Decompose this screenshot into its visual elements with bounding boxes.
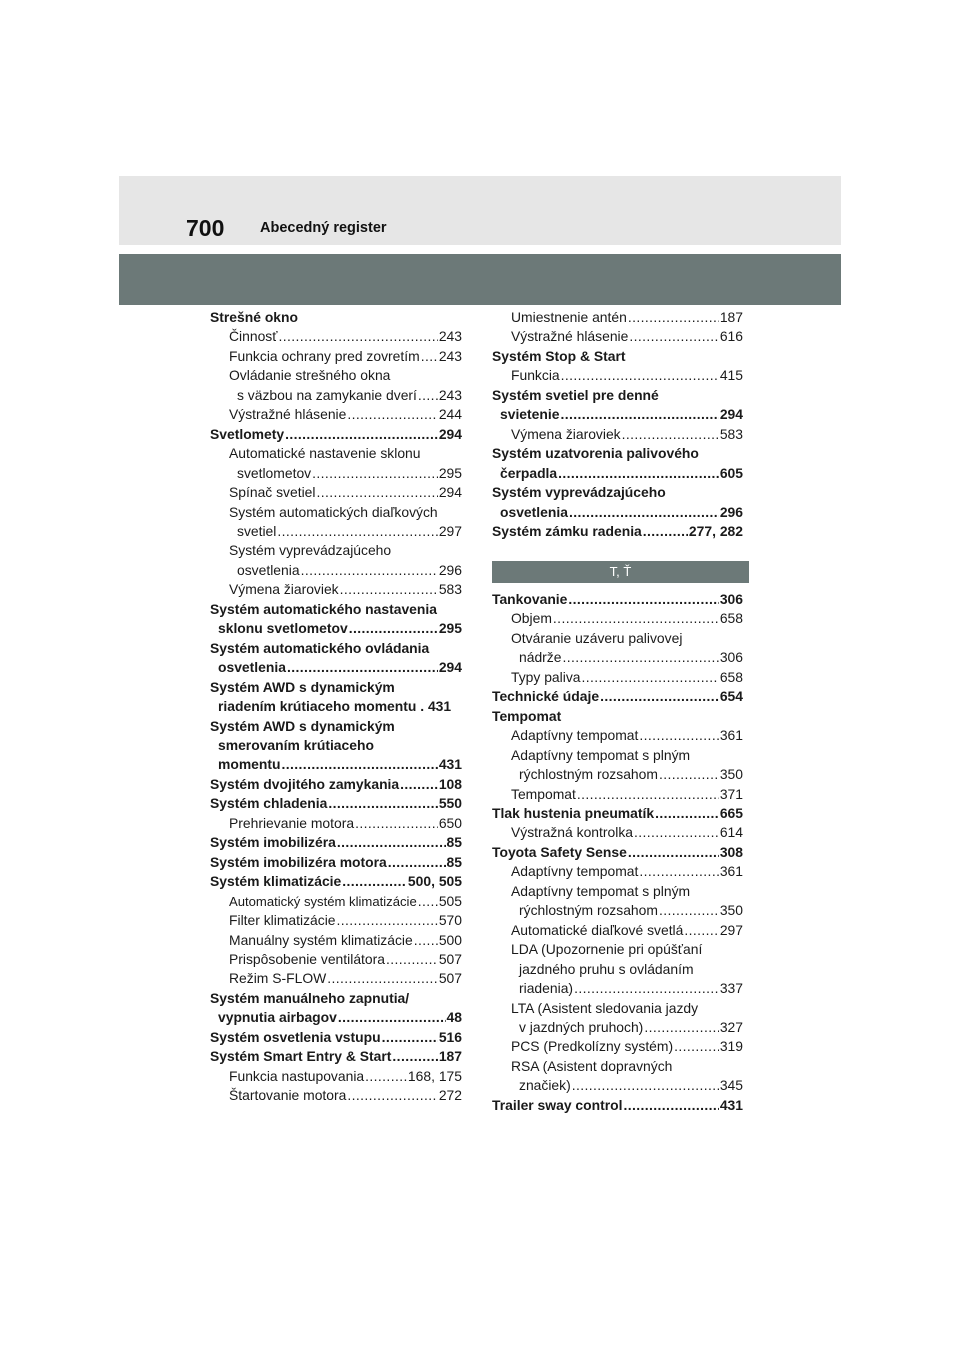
index-entry-text: Funkcia ochrany pred zovretím: [229, 347, 420, 364]
index-entry-page: 583: [719, 425, 743, 442]
index-column-right-bottom: [492, 590, 743, 1115]
index-entry-page: 187: [438, 1048, 462, 1065]
index-entry-text: značiek): [519, 1077, 571, 1094]
index-entry-page: 308: [719, 843, 743, 860]
dot-leader: [347, 1086, 437, 1105]
dot-leader: [282, 755, 438, 774]
index-entry-text: Výstražná kontrolka: [511, 824, 633, 841]
dot-leader: [560, 405, 718, 424]
index-entry-text: Otváranie uzáveru palivovej: [511, 629, 683, 646]
index-entry-text: Prispôsobenie ventilátora: [229, 950, 385, 967]
index-entry-page: 516: [438, 1028, 462, 1045]
index-entry-page: 296: [438, 561, 462, 578]
index-entry-text: LTA (Asistent sledovania jazdy: [511, 999, 699, 1016]
dot-leader: [285, 425, 438, 444]
index-entry-page: 431: [438, 756, 462, 773]
index-entry-page: 605: [719, 464, 743, 481]
dot-leader: [382, 1028, 438, 1047]
index-entry: [210, 386, 462, 405]
dot-leader: [338, 1008, 446, 1027]
index-entry: [210, 872, 462, 891]
index-entry-page: 85: [446, 834, 462, 851]
index-entry-text: svetlometov: [237, 464, 312, 481]
index-entry-text: Systém automatických diaľkových: [229, 503, 438, 520]
index-entry: [492, 1037, 743, 1056]
index-entry: [210, 892, 462, 911]
index-entry: [492, 1096, 743, 1115]
index-entry: [210, 853, 462, 872]
dot-leader: [562, 648, 718, 667]
index-entry: [210, 327, 462, 346]
dot-leader: [628, 308, 719, 327]
index-entry-text: momentu: [218, 756, 281, 773]
dot-leader: [568, 590, 718, 609]
index-entry-text: Systém zámku radenia: [492, 522, 642, 539]
index-entry-page: 550: [438, 795, 462, 812]
dot-leader: [418, 892, 438, 911]
dot-leader: [634, 823, 719, 842]
dot-leader: [628, 843, 719, 862]
dot-leader: [574, 979, 719, 998]
section-title: Abecedný register: [260, 220, 387, 236]
index-entry: [492, 629, 743, 648]
index-entry: [210, 736, 462, 755]
index-entry: [210, 541, 462, 560]
index-entry-page: 108: [438, 775, 462, 792]
index-entry-page: 244: [438, 406, 462, 423]
index-entry: [492, 405, 743, 424]
index-entry: [210, 697, 462, 716]
index-entry-page: 243: [438, 386, 462, 403]
dot-leader: [388, 853, 446, 872]
index-entry: [492, 347, 743, 366]
header-dark-band: [119, 254, 841, 305]
index-entry: [210, 755, 462, 774]
dot-leader: [655, 804, 719, 823]
index-entry-text: Činnosť: [229, 328, 278, 345]
index-entry: [492, 522, 743, 541]
index-entry-text: Systém svetiel pre denné: [492, 386, 659, 403]
dot-leader: [337, 911, 438, 930]
index-entry-text: svietenie: [500, 406, 560, 423]
dot-leader: [418, 386, 438, 405]
index-entry-text: Adaptívny tempomat: [511, 863, 639, 880]
index-entry: [492, 668, 743, 687]
index-entry: [492, 366, 743, 385]
index-entry-text: Systém osvetlenia vstupu: [210, 1028, 381, 1045]
index-entry: [492, 785, 743, 804]
index-entry-text: Systém AWD s dynamickým: [210, 717, 395, 734]
index-entry-page: 658: [719, 668, 743, 685]
index-entry-text: RSA (Asistent dopravných: [511, 1057, 673, 1074]
page-number: 700: [186, 215, 225, 241]
index-entry: [210, 483, 462, 502]
index-entry-text: Výstražné hlásenie: [511, 328, 629, 345]
index-entry-text: Spínač svetiel: [229, 484, 316, 501]
index-entry-text: Tlak hustenia pneumatík: [492, 804, 655, 821]
index-entry-text: Systém Smart Entry & Start: [210, 1048, 392, 1065]
index-entry-text: Systém imobilizéra: [210, 834, 336, 851]
index-entry: [210, 464, 462, 483]
index-entry: [210, 911, 462, 930]
dot-leader: [572, 1076, 719, 1095]
dot-leader: [355, 814, 438, 833]
index-entry: [492, 687, 743, 706]
index-entry-page: 306: [719, 591, 743, 607]
index-entry: [492, 765, 743, 784]
index-entry: [210, 580, 462, 599]
dot-leader: [400, 775, 438, 794]
dot-leader: [629, 327, 718, 346]
index-entry-text: Systém chladenia: [210, 795, 328, 812]
index-entry: [210, 561, 462, 580]
index-entry-text: Adaptívny tempomat s plným: [511, 882, 691, 899]
index-entry-text: Toyota Safety Sense: [492, 843, 627, 860]
dot-leader: [327, 969, 438, 988]
index-entry-text: osvetlenia: [500, 503, 568, 520]
index-entry-text: Adaptívny tempomat: [511, 727, 639, 744]
index-entry: [210, 794, 462, 813]
index-entry-text: riadením krútiaceho momentu . 431: [218, 698, 452, 715]
index-entry-page: 614: [719, 824, 743, 841]
index-entry: [210, 678, 462, 697]
index-entry-text: Systém Stop & Start: [492, 347, 626, 364]
index-entry-text: Funkcia nastupovania: [229, 1067, 365, 1084]
index-entry: [492, 464, 743, 483]
index-entry-page: 505: [438, 892, 462, 909]
index-entry-page: 243: [438, 347, 462, 364]
index-entry: [210, 347, 462, 366]
dot-leader: [421, 347, 438, 366]
index-entry-text: Funkcia: [511, 367, 560, 384]
header-band: [119, 176, 841, 245]
index-entry-page: 507: [438, 970, 462, 987]
index-entry-page: 294: [719, 406, 743, 423]
index-entry-page: 296: [719, 503, 743, 520]
index-entry-page: 337: [719, 980, 743, 997]
dot-leader: [278, 327, 437, 346]
index-entry-text: Systém uzatvorenia palivového: [492, 445, 699, 462]
index-entry-page: 350: [719, 902, 743, 919]
index-entry: [492, 1076, 743, 1095]
index-entry: [492, 746, 743, 765]
index-entry: [210, 1028, 462, 1047]
index-entry: [210, 639, 462, 658]
index-entry-text: nádrže: [519, 649, 562, 666]
index-entry: [492, 609, 743, 628]
index-entry: [492, 648, 743, 667]
dot-leader: [582, 668, 719, 687]
dot-leader: [659, 901, 719, 920]
index-entry: [210, 366, 462, 385]
index-entry-text: Ovládanie strešného okna: [229, 367, 391, 384]
index-entry-page: 295: [438, 620, 462, 637]
index-entry: [492, 960, 743, 979]
index-entry-text: Automatický systém klimatizácie: [229, 893, 417, 909]
index-entry-text: s väzbou na zamykanie dverí: [237, 386, 417, 403]
index-entry: [210, 425, 462, 444]
dot-leader: [340, 580, 438, 599]
index-entry-text: Adaptívny tempomat s plným: [511, 746, 691, 763]
index-entry-page: 345: [719, 1077, 743, 1094]
index-entry: [210, 833, 462, 852]
dot-leader: [553, 609, 719, 628]
dot-leader: [639, 726, 718, 745]
index-entry-page: 650: [438, 814, 462, 831]
index-entry: [210, 600, 462, 619]
dot-leader: [623, 1096, 718, 1115]
dot-leader: [342, 872, 407, 891]
index-entry: [210, 1008, 462, 1027]
dot-leader: [644, 1018, 719, 1037]
index-entry: [492, 308, 743, 327]
index-entry-text: Systém vyprevádzajúceho: [229, 542, 392, 559]
index-entry-page: 243: [438, 328, 462, 345]
index-entry-text: osvetlenia: [237, 561, 300, 578]
dot-leader: [569, 503, 719, 522]
dot-leader: [392, 1047, 437, 1066]
index-entry: [492, 1018, 743, 1037]
index-entry-page: 350: [719, 766, 743, 783]
index-entry-page: 500: [438, 931, 462, 948]
index-entry-text: Štartovanie motora: [229, 1087, 347, 1104]
index-entry-page: 658: [719, 610, 743, 627]
index-entry-page: 272: [438, 1087, 462, 1104]
index-entry-text: Systém automatického ovládania: [210, 639, 430, 656]
dot-leader: [316, 483, 437, 502]
index-entry-text: v jazdných pruhoch): [519, 1018, 644, 1035]
index-entry: [492, 425, 743, 444]
index-entry-text: Automatické nastavenie sklonu: [229, 445, 421, 462]
dot-leader: [639, 862, 718, 881]
index-entry-text: rýchlostným rozsahom: [519, 766, 658, 783]
index-entry-text: svetiel: [237, 522, 277, 539]
dot-leader: [347, 405, 437, 424]
index-entry: [210, 931, 462, 950]
index-entry-page: 306: [719, 649, 743, 666]
index-entry-page: 297: [719, 921, 743, 938]
index-entry-text: Systém AWD s dynamickým: [210, 678, 395, 695]
dot-leader: [558, 464, 719, 483]
index-entry: [492, 386, 743, 405]
index-entry-page: 415: [719, 367, 743, 384]
index-entry-page: 297: [438, 522, 462, 539]
dot-leader: [659, 765, 719, 784]
index-entry: [210, 619, 462, 638]
index-entry-page: 168, 175: [407, 1067, 462, 1084]
index-entry-page: 187: [719, 309, 743, 325]
index-entry: [492, 999, 743, 1018]
dot-leader: [287, 658, 438, 677]
index-entry-page: 277, 282: [688, 522, 743, 539]
index-entry-page: 570: [438, 912, 462, 929]
index-entry: [492, 862, 743, 881]
index-entry-text: Systém dvojitého zamykania: [210, 775, 400, 792]
index-entry-text: Režim S-FLOW: [229, 970, 327, 987]
index-entry-text: Umiestnenie antén: [511, 309, 627, 325]
index-entry-text: Tempomat: [511, 785, 576, 802]
index-entry-page: 654: [719, 688, 743, 705]
dot-leader: [600, 687, 719, 706]
index-entry-page: 500, 505: [407, 873, 462, 890]
index-entry-text: Objem: [511, 610, 552, 627]
index-entry: [492, 901, 743, 920]
dot-leader: [365, 1067, 407, 1086]
index-entry-text: PCS (Predkolízny systém): [511, 1038, 674, 1055]
index-entry: [492, 726, 743, 745]
index-entry: [210, 775, 462, 794]
index-entry-text: Typy paliva: [511, 668, 581, 685]
index-entry: [492, 444, 743, 463]
index-entry: [210, 405, 462, 424]
index-entry: [210, 658, 462, 677]
index-entry: [210, 717, 462, 736]
dot-leader: [577, 785, 719, 804]
index-column-left: [210, 308, 462, 1106]
letter-heading: T, Ť: [492, 561, 749, 583]
index-entry-text: Automatické diaľkové svetlá: [511, 921, 684, 938]
dot-leader: [386, 950, 438, 969]
index-entry-page: 583: [438, 581, 462, 598]
dot-leader: [674, 1037, 719, 1056]
index-entry: [492, 921, 743, 940]
index-entry: [210, 950, 462, 969]
index-entry-page: 294: [438, 659, 462, 676]
index-entry-text: Systém klimatizácie: [210, 873, 342, 890]
dot-leader: [312, 464, 438, 483]
dot-leader: [337, 833, 446, 852]
index-entry-text: Tankovanie: [492, 591, 568, 607]
dot-leader: [349, 619, 438, 638]
index-entry-text: Systém automatického nastavenia: [210, 600, 437, 617]
index-entry: [492, 483, 743, 502]
index-entry-text: LDA (Upozornenie pri opúšťaní: [511, 941, 703, 958]
dot-leader: [301, 561, 438, 580]
index-entry-page: 616: [719, 328, 743, 345]
index-entry-text: Výmena žiaroviek: [229, 581, 339, 598]
index-entry-page: 294: [438, 484, 462, 501]
index-entry-page: 361: [719, 727, 743, 744]
index-entry-text: Manuálny systém klimatizácie: [229, 931, 413, 948]
index-entry-text: Systém manuálneho zapnutia/: [210, 989, 410, 1006]
index-entry: [210, 969, 462, 988]
index-entry: [492, 882, 743, 901]
index-entry: [492, 823, 743, 842]
index-entry-page: 371: [719, 785, 743, 802]
index-entry: [210, 444, 462, 463]
index-entry-text: smerovaním krútiaceho: [218, 736, 374, 753]
index-entry-text: Systém vyprevádzajúceho: [492, 484, 666, 501]
index-column-right-top: [492, 308, 743, 541]
index-entry-text: Výmena žiaroviek: [511, 425, 621, 442]
index-entry: [492, 327, 743, 346]
index-entry-text: jazdného pruhu s ovládaním: [519, 960, 694, 977]
index-entry-text: Filter klimatizácie: [229, 912, 336, 929]
index-entry: [492, 940, 743, 959]
index-entry-page: 361: [719, 863, 743, 880]
dot-leader: [684, 921, 718, 940]
index-entry: [210, 308, 462, 327]
index-entry: [210, 1067, 462, 1086]
dot-leader: [622, 425, 719, 444]
index-entry: [210, 503, 462, 522]
index-entry: [492, 804, 743, 823]
index-entry-text: osvetlenia: [218, 659, 286, 676]
index-entry-page: 295: [438, 464, 462, 481]
index-entry-text: Svetlomety: [210, 425, 285, 442]
index-entry-page: 665: [719, 804, 743, 821]
index-entry: [210, 814, 462, 833]
dot-leader: [561, 366, 719, 385]
index-entry: [492, 979, 743, 998]
index-entry: [210, 1047, 462, 1066]
dot-leader: [643, 522, 688, 541]
index-entry: [492, 1057, 743, 1076]
index-entry-page: 507: [438, 950, 462, 967]
index-entry-page: 85: [446, 853, 462, 870]
index-entry: [492, 503, 743, 522]
index-entry-text: Strešné okno: [210, 309, 298, 325]
index-entry-page: 327: [719, 1018, 743, 1035]
index-entry: [210, 522, 462, 541]
dot-leader: [277, 522, 437, 541]
index-entry: [492, 590, 743, 609]
index-entry-text: rýchlostným rozsahom: [519, 902, 658, 919]
index-entry-page: 431: [719, 1096, 743, 1113]
index-entry-text: Systém imobilizéra motora: [210, 853, 387, 870]
index-entry: [492, 843, 743, 862]
index-entry-text: vypnutia airbagov: [218, 1009, 337, 1026]
index-entry-text: Trailer sway control: [492, 1096, 623, 1113]
dot-leader: [328, 794, 437, 813]
index-entry-text: Tempomat: [492, 707, 562, 724]
index-entry-page: 319: [719, 1038, 743, 1055]
index-entry-text: sklonu svetlometov: [218, 620, 348, 637]
index-entry-text: Prehrievanie motora: [229, 814, 355, 831]
index-entry-text: riadenia): [519, 980, 574, 997]
index-entry-text: Technické údaje: [492, 688, 600, 705]
index-entry-page: 294: [438, 425, 462, 442]
index-entry-page: 48: [446, 1009, 462, 1026]
index-entry: [210, 1086, 462, 1105]
index-entry: [492, 707, 743, 726]
dot-leader: [414, 931, 438, 950]
index-entry-text: čerpadla: [500, 464, 558, 481]
index-entry: [210, 989, 462, 1008]
index-entry-text: Výstražné hlásenie: [229, 406, 347, 423]
